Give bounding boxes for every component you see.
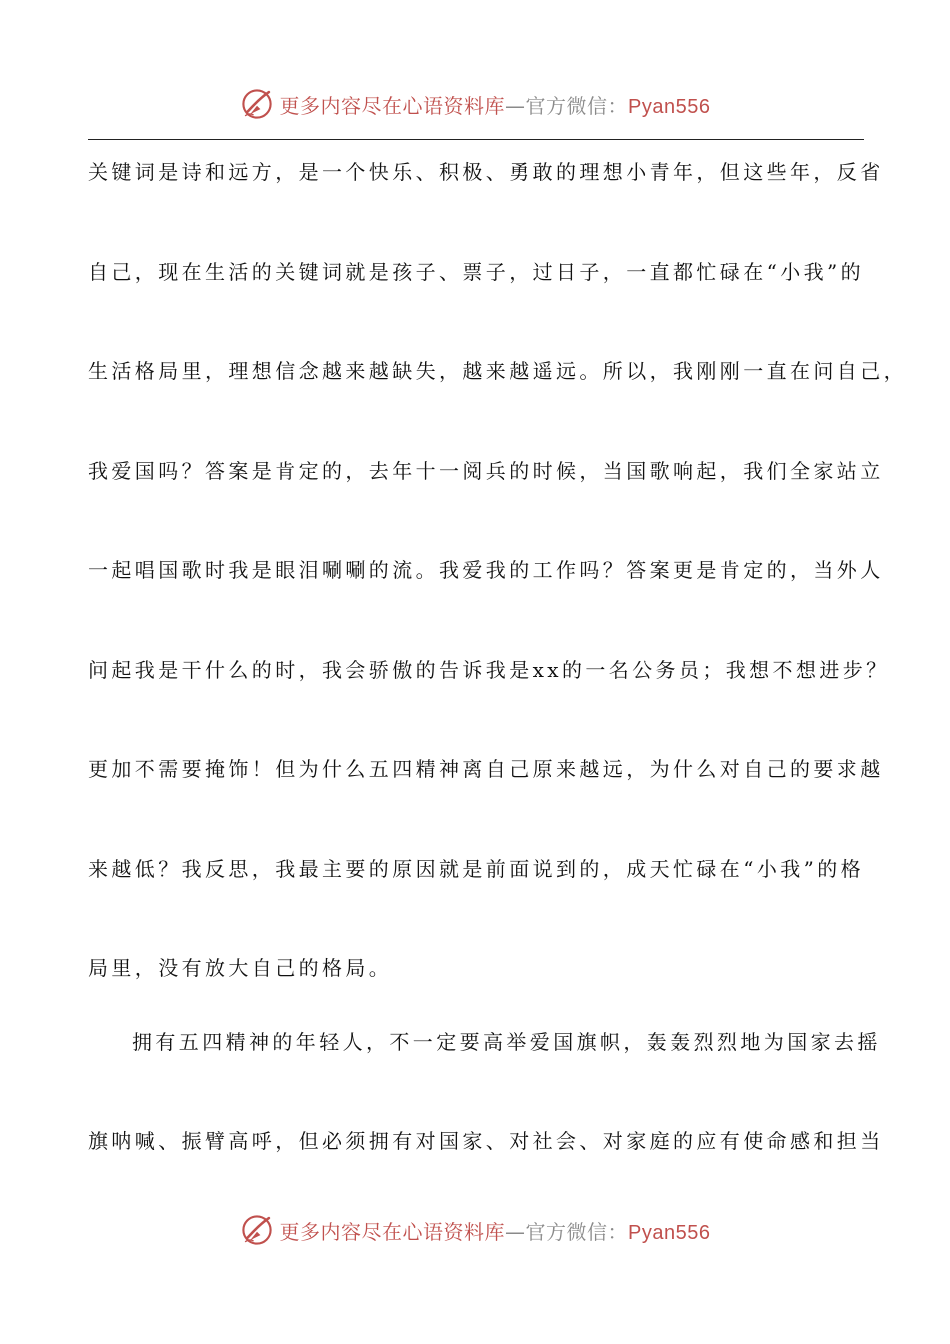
text-line: 更加不需要掩饰！但为什么五四精神离自己原来越远，为什么对自己的要求越 <box>88 757 884 781</box>
header-divider <box>88 139 864 140</box>
footer-banner-text <box>280 1216 711 1245</box>
footer-banner <box>0 1208 950 1252</box>
text-line: 自己，现在生活的关键词就是孩子、票子，过日子，一直都忙碌在“小我”的 <box>88 259 865 284</box>
text-line: 旗呐喊、振臂高呼，但必须拥有对国家、对社会、对家庭的应有使命感和担当 <box>88 1129 884 1153</box>
text-line: 来越低？我反思，我最主要的原因就是前面说到的，成天忙碌在“小我”的格 <box>88 856 865 881</box>
document-body <box>88 150 907 1219</box>
text-line: 问起我是干什么的时，我会骄傲的告诉我是xx的一名公务员；我想不想进步？ <box>88 657 890 682</box>
footer-wechat-label: 官方微信： <box>525 1219 629 1244</box>
footer-slogan: 更多内容尽在心语资料库 <box>279 1219 506 1244</box>
text-line: 关键词是诗和远方，是一个快乐、积极、勇敢的理想小青年，但这些年，反省 <box>88 160 884 184</box>
header-banner <box>0 82 950 126</box>
pen-logo-icon <box>240 1213 274 1247</box>
text-line: 一起唱国歌时我是眼泪唰唰的流。我爱我的工作吗？答案更是肯定的，当外人 <box>88 558 884 582</box>
text-line: 我爱国吗？答案是肯定的，去年十一阅兵的时候，当国歌响起，我们全家站立 <box>88 458 884 483</box>
pen-logo-icon <box>240 87 274 121</box>
text-line: 局里，没有放大自己的格局。 <box>88 956 393 980</box>
footer-wechat-id: Pyan556 <box>628 1221 711 1244</box>
text-line: 生活格局里，理想信念越来越缺失，越来越遥远。所以，我刚刚一直在问自己， <box>88 359 907 383</box>
header-slogan: 更多内容尽在心语资料库 <box>279 93 506 118</box>
text-line: 拥有五四精神的年轻人，不一定要高举爱国旗帜，轰轰烈烈地为国家去摇 <box>132 1029 881 1054</box>
header-banner-text <box>280 90 711 119</box>
header-wechat-label: 官方微信： <box>525 93 629 118</box>
footer-separator: — <box>505 1219 526 1244</box>
header-wechat-id: Pyan556 <box>628 95 711 118</box>
header-separator: — <box>505 93 526 118</box>
